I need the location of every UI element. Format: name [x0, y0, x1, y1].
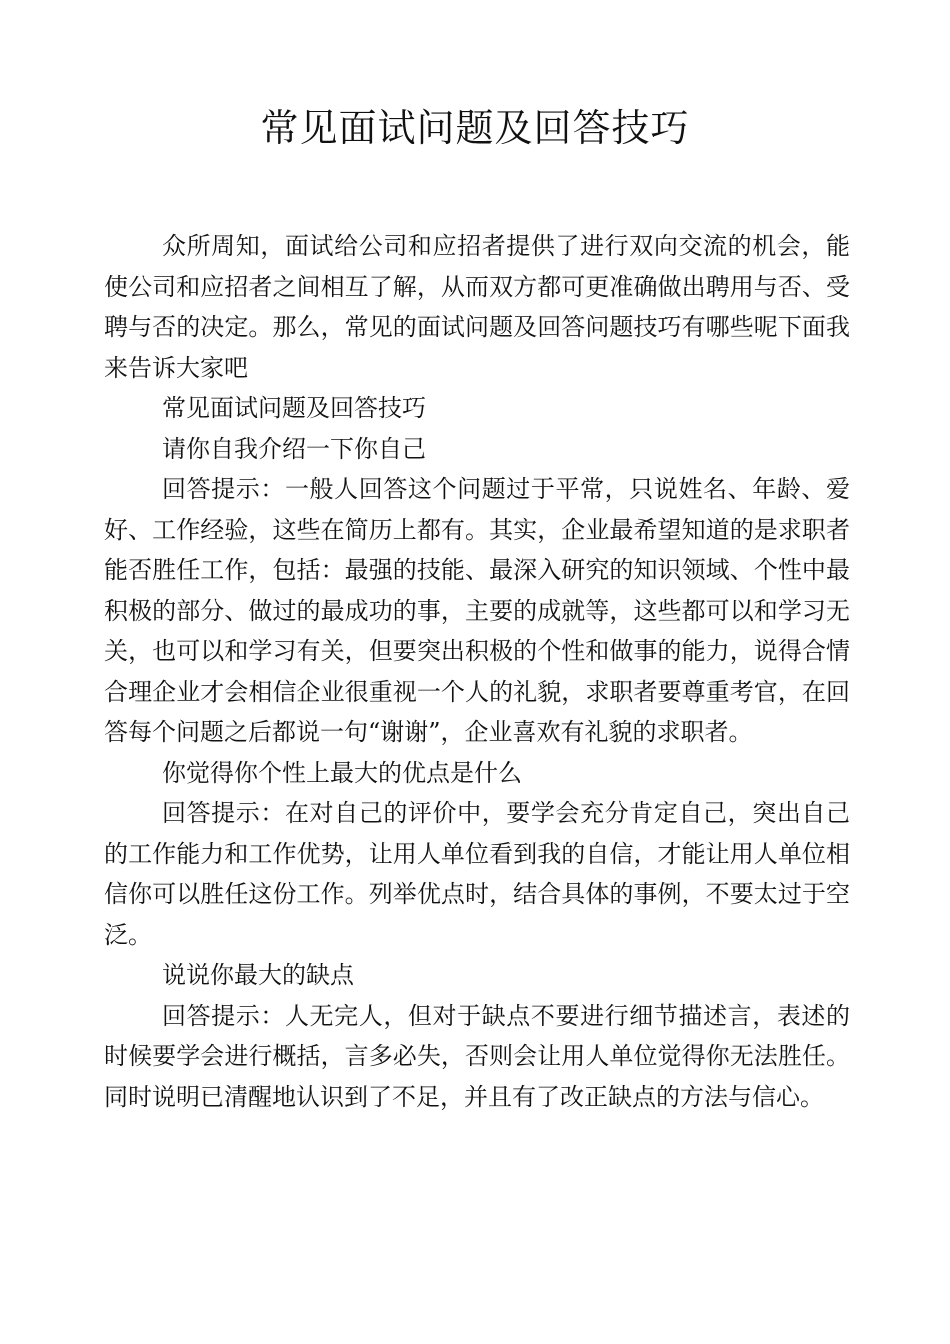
document-title: 常见面试问题及回答技巧 — [260, 106, 690, 150]
section-heading: 常见面试问题及回答技巧 — [162, 394, 426, 422]
answer-self-introduction: 回答提示：一般人回答这个问题过于平常，只说姓名、年龄、爱好、工作经验，这些在简历上都有。其实，企业最希望知道的是求职者能否胜任工作，包括：最强的技能、最深入研究的知识领域、个性中最积极的部分、做过的最成功的事，主要的成就等，这些都可以和学习无关，也可以和学习有关，但要突出积极的个性和做事的能力，说得合情合理企业才会相信企业很重视一个人的礼貌，求职者要尊重考官，在回答每个问题之后都说一句“谢谢”，企业喜欢有礼貌的求职者。 — [104, 475, 850, 746]
document-body — [104, 226, 850, 1117]
answer-strengths: 回答提示：在对自己的评价中，要学会充分肯定自己，突出自己的工作能力和工作优势，让用人单位看到我的自信，才能让用人单位相信你可以胜任这份工作。列举优点时，结合具体的事例，不要太过于空泛。 — [104, 799, 850, 949]
question-self-introduction: 请你自我介绍一下你自己 — [162, 434, 426, 463]
answer-weaknesses: 回答提示：人无完人，但对于缺点不要进行细节描述言，表述的时候要学会进行概括，言多必失，否则会让用人单位觉得你无法胜任。同时说明已清醒地认识到了不足，并且有了改正缺点的方法与信心。 — [104, 1001, 850, 1111]
paragraph-intro: 众所周知，面试给公司和应招者提供了进行双向交流的机会，能使公司和应招者之间相互了解，从而双方都可更准确做出聘用与否、受聘与否的决定。那么，常见的面试问题及回答问题技巧有哪些呢下面我来告诉大家吧 — [104, 232, 850, 382]
question-weaknesses: 说说你最大的缺点 — [162, 961, 354, 989]
question-strengths: 你觉得你个性上最大的优点是什么 — [162, 758, 522, 787]
